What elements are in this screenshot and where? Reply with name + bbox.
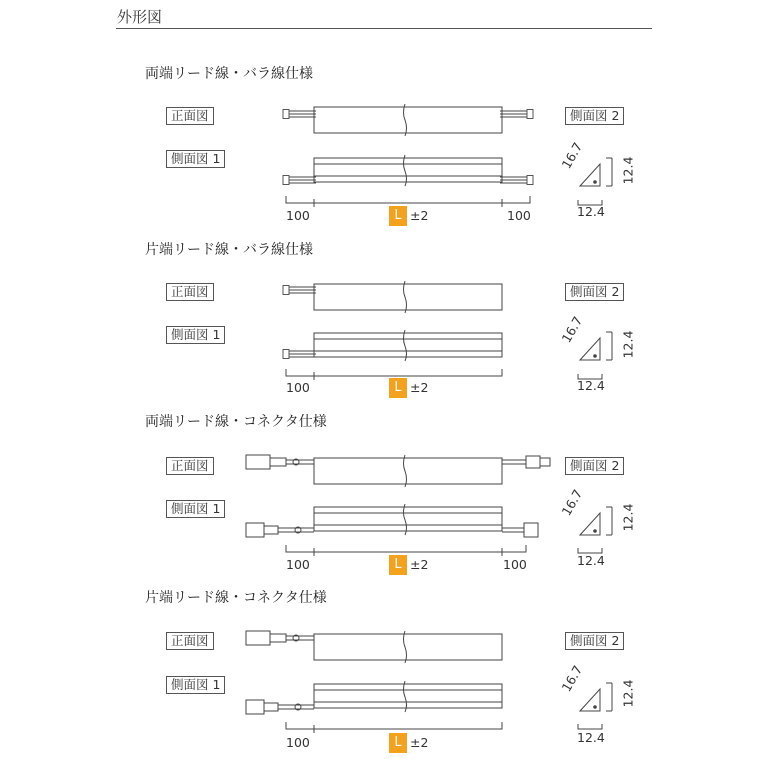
- side-profile-drawing: [578, 683, 612, 729]
- lead-length-left: 100: [286, 208, 310, 223]
- lead-length-left: 100: [286, 557, 310, 572]
- length-symbol: L: [389, 378, 407, 398]
- side-view-2-label: 側面図 2: [565, 632, 624, 650]
- side-view-drawing: [246, 504, 538, 537]
- front-view-label: 正面図: [166, 283, 214, 301]
- lead-length-left: 100: [286, 380, 310, 395]
- side-view-drawing: [283, 155, 533, 186]
- lead-length-right: 100: [503, 557, 527, 572]
- length-symbol: L: [389, 206, 407, 226]
- height-dimension: 12.4: [620, 156, 636, 185]
- length-tolerance: ±2: [410, 380, 429, 395]
- front-view-drawing: [246, 631, 502, 663]
- section-title: 片端リード線・コネクタ仕様: [145, 590, 327, 606]
- front-view-drawing: [246, 455, 550, 487]
- section-title: 両端リード線・コネクタ仕様: [145, 414, 327, 430]
- side-profile-drawing: [578, 158, 612, 205]
- diagonal-dimension: 16.7: [558, 662, 586, 695]
- lead-length-left: 100: [286, 735, 310, 750]
- diagonal-dimension: 16.7: [558, 486, 586, 519]
- diagonal-dimension: 16.7: [558, 139, 586, 172]
- side-view-drawing: [246, 681, 502, 714]
- side-view-1-label: 側面図 1: [166, 500, 225, 518]
- side-view-1-label: 側面図 1: [166, 676, 225, 694]
- length-dimension-line: [286, 722, 502, 733]
- width-dimension: 12.4: [577, 378, 605, 393]
- width-dimension: 12.4: [577, 730, 605, 745]
- side-view-2-label: 側面図 2: [565, 457, 624, 475]
- diagonal-dimension: 16.7: [558, 313, 586, 346]
- height-dimension: 12.4: [620, 679, 636, 708]
- page-title: 外形図: [117, 8, 163, 26]
- side-view-2-label: 側面図 2: [565, 283, 624, 301]
- height-dimension: 12.4: [620, 330, 636, 359]
- height-dimension: 12.4: [620, 503, 636, 532]
- side-view-1-label: 側面図 1: [166, 326, 225, 344]
- side-view-drawing: [283, 330, 502, 361]
- side-profile-drawing: [578, 507, 612, 553]
- section-title: 片端リード線・バラ線仕様: [145, 242, 313, 258]
- front-view-label: 正面図: [166, 632, 214, 650]
- length-dimension-line: [286, 545, 526, 556]
- length-symbol: L: [389, 733, 407, 753]
- width-dimension: 12.4: [577, 204, 605, 219]
- front-view-label: 正面図: [166, 457, 214, 475]
- side-profile-drawing: [578, 332, 612, 379]
- width-dimension: 12.4: [577, 553, 605, 568]
- front-view-drawing: [283, 104, 533, 136]
- front-view-drawing: [283, 281, 502, 313]
- length-tolerance: ±2: [410, 735, 429, 750]
- length-symbol: L: [389, 555, 407, 575]
- length-tolerance: ±2: [410, 557, 429, 572]
- length-dimension-line: [286, 196, 530, 207]
- section-title: 両端リード線・バラ線仕様: [145, 66, 313, 82]
- side-view-2-label: 側面図 2: [565, 107, 624, 125]
- length-dimension-line: [286, 369, 502, 380]
- lead-length-right: 100: [507, 208, 531, 223]
- front-view-label: 正面図: [166, 107, 214, 125]
- side-view-1-label: 側面図 1: [166, 150, 225, 168]
- length-tolerance: ±2: [410, 208, 429, 223]
